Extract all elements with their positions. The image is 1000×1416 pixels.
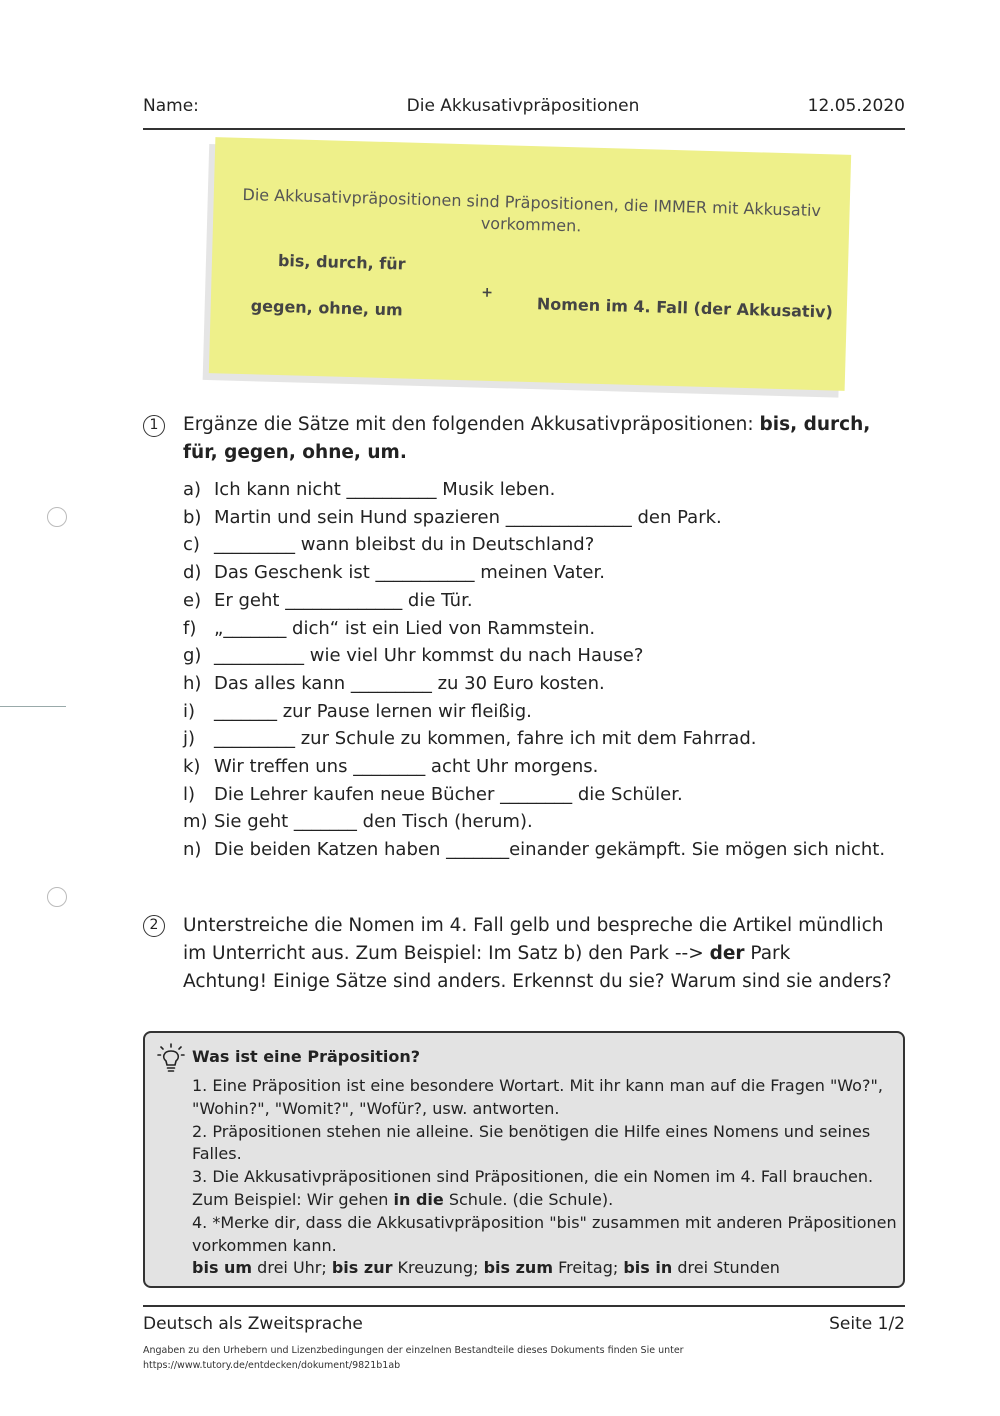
exercise-text-after: den Park. bbox=[631, 506, 722, 528]
exercise-letter: b) bbox=[183, 506, 202, 528]
page-title: Die Akkusativpräpositionen bbox=[406, 96, 640, 116]
exercise-text-before: Sie geht bbox=[214, 811, 294, 833]
date: 12.05.2020 bbox=[807, 96, 905, 116]
exercise-text-after: den Tisch (herum). bbox=[356, 811, 533, 833]
hint-example-text: Zum Beispiel: Wir gehen bbox=[192, 1189, 394, 1209]
exercise-letter: e) bbox=[183, 589, 202, 611]
hint-point-3-example bbox=[192, 1189, 898, 1212]
answer-blank[interactable]: ___________ bbox=[375, 562, 475, 584]
answer-blank[interactable]: _________ bbox=[214, 534, 295, 556]
exercise-letter: g) bbox=[183, 645, 202, 667]
bis-example-text: drei Uhr; bbox=[252, 1258, 332, 1278]
exercise-item bbox=[183, 590, 473, 611]
exercise-text-after: acht Uhr morgens. bbox=[425, 756, 599, 777]
footer-subject: Deutsch als Zweitsprache bbox=[143, 1314, 363, 1334]
exercise-text-before: Die Lehrer kaufen neue Bücher bbox=[214, 783, 501, 805]
task-2-line-1: Unterstreiche die Nomen im 4. Fall gelb und bespreche die Artikel mündlich bbox=[183, 915, 884, 936]
exercise-text-after: wann bleibst du in Deutschland? bbox=[295, 534, 595, 556]
hint-example-end: Schule. (die Schule). bbox=[443, 1189, 614, 1209]
exercise-letter: a) bbox=[183, 479, 202, 500]
exercise-item bbox=[183, 756, 598, 777]
hint-point-3: 3. Die Akkusativpräpositionen sind Präpositionen, die ein Nomen im 4. Fall brauchen. bbox=[192, 1167, 874, 1187]
exercise-text-before: Wir treffen uns bbox=[214, 756, 354, 777]
exercise-text-after: zu 30 Euro kosten. bbox=[431, 672, 605, 694]
task-2-instruction bbox=[183, 912, 923, 996]
exercise-text-before: Die beiden Katzen haben bbox=[214, 839, 447, 861]
exercise-text-after: meinen Vater. bbox=[474, 562, 605, 584]
answer-blank[interactable]: _______ bbox=[293, 811, 357, 833]
punch-hole bbox=[47, 507, 67, 527]
exercise-letter: j) bbox=[183, 728, 196, 750]
exercise-text-after: wie viel Uhr kommst du nach Hause? bbox=[304, 645, 644, 667]
hint-box bbox=[143, 1031, 905, 1288]
bis-example-text: Kreuzung; bbox=[392, 1258, 484, 1278]
license-url[interactable]: https://www.tutory.de/entdecken/dokument/9821b1ab bbox=[143, 1360, 401, 1371]
fold-mark bbox=[0, 706, 66, 707]
answer-blank[interactable]: _________ bbox=[214, 728, 295, 750]
exercise-item bbox=[183, 811, 533, 832]
exercise-text-before: Martin und sein Hund spazieren bbox=[214, 506, 506, 528]
task-number-2: 2 bbox=[143, 915, 165, 937]
lightbulb-icon bbox=[157, 1043, 185, 1077]
exercise-text-before: „ bbox=[214, 617, 224, 639]
exercise-item bbox=[183, 534, 594, 555]
bis-example-bold: bis zum bbox=[483, 1258, 553, 1278]
exercise-letter: m) bbox=[183, 811, 208, 833]
exercise-letter: c) bbox=[183, 534, 200, 556]
answer-blank[interactable]: ______________ bbox=[505, 506, 632, 528]
task-1-instruction bbox=[183, 411, 903, 467]
exercise-text-before: Er geht bbox=[214, 589, 286, 611]
hint-title: Was ist eine Präposition? bbox=[192, 1047, 421, 1066]
exercise-item bbox=[183, 562, 605, 583]
exercise-letter: h) bbox=[183, 672, 202, 694]
exercise-item bbox=[183, 701, 532, 722]
answer-blank[interactable]: __________ bbox=[214, 645, 304, 667]
hint-bis-examples bbox=[192, 1257, 898, 1280]
task-2-line-3: Achtung! Einige Sätze sind anders. Erkennst du sie? Warum sind sie anders? bbox=[183, 971, 892, 992]
exercise-letter: f) bbox=[183, 617, 197, 639]
note-result: Nomen im 4. Fall (der Akkusativ) bbox=[536, 294, 834, 322]
license-note: Angaben zu den Urhebern und Lizenzbedingungen der einzelnen Bestandteile dieses Dokuments finden Sie unter bbox=[143, 1345, 684, 1356]
exercise-letter: l) bbox=[183, 783, 196, 805]
hint-point-2: 2. Präpositionen stehen nie alleine. Sie benötigen die Hilfe eines Nomens und seines Falles. bbox=[192, 1121, 871, 1164]
exercise-item bbox=[183, 728, 756, 749]
bis-example-text: drei Stunden bbox=[672, 1258, 780, 1278]
answer-blank[interactable]: ________ bbox=[353, 756, 426, 777]
exercise-text-after: Musik leben. bbox=[436, 479, 556, 500]
exercise-text-after: zur Pause lernen wir fleißig. bbox=[277, 700, 532, 722]
exercise-item bbox=[183, 479, 555, 500]
exercise-letter: n) bbox=[183, 839, 202, 861]
bis-example-bold: bis in bbox=[623, 1258, 673, 1278]
task-1-bold: bis, durch, für, gegen, ohne, um. bbox=[183, 414, 871, 463]
answer-blank[interactable]: _________ bbox=[350, 672, 432, 694]
task-1-text: Ergänze die Sätze mit den folgenden Akkusativpräpositionen: bbox=[183, 414, 760, 435]
exercise-item bbox=[183, 839, 885, 860]
hint-point-4: 4. *Merke dir, dass die Akkusativpräposition "bis" zusammen mit anderen Präpositionen vorkommen kann. bbox=[192, 1212, 897, 1255]
exercise-letter: d) bbox=[183, 562, 202, 584]
note-prepositions-2: gegen, ohne, um bbox=[250, 296, 403, 320]
task-2-line-2-text: im Unterricht aus. Zum Beispiel: Im Satz b) den Park --> bbox=[183, 943, 710, 964]
note-intro: Die Akkusativpräpositionen sind Präpositionen, die IMMER mit Akkusativ vorkommen. bbox=[242, 184, 822, 236]
answer-blank[interactable]: ________ bbox=[500, 783, 573, 805]
exercise-letter: i) bbox=[183, 700, 196, 722]
bis-example-text: Freitag; bbox=[552, 1258, 624, 1278]
hint-example-bold: in die bbox=[393, 1189, 444, 1209]
footer-page-number: Seite 1/2 bbox=[829, 1314, 905, 1334]
exercise-text-before: Das Geschenk ist bbox=[214, 562, 376, 584]
bis-example-bold: bis um bbox=[192, 1258, 253, 1278]
answer-blank[interactable]: _______ bbox=[446, 839, 510, 861]
exercise-letter: k) bbox=[183, 756, 201, 777]
exercise-text-after: die Tür. bbox=[402, 589, 473, 611]
bis-example-bold: bis zur bbox=[331, 1258, 393, 1278]
note-plus: + bbox=[480, 284, 494, 301]
task-2-line-2-bold: der bbox=[709, 943, 745, 964]
hint-body bbox=[192, 1075, 898, 1280]
answer-blank[interactable]: _______ bbox=[214, 700, 277, 722]
exercise-text-after: zur Schule zu kommen, fahre ich mit dem Fahrrad. bbox=[295, 728, 757, 750]
note-prepositions-1: bis, durch, für bbox=[277, 250, 406, 274]
exercise-item bbox=[183, 618, 595, 639]
task-2-line-2 bbox=[183, 940, 923, 968]
exercise-item bbox=[183, 645, 643, 666]
exercise-text-before: Das alles kann bbox=[214, 672, 351, 694]
hint-point-1: 1. Eine Präposition ist eine besondere Wortart. Mit ihr kann man auf die Fragen "Wo?", "Wohin?", "Womit?", "Wofür?, usw. antworten. bbox=[192, 1076, 883, 1118]
task-number-1: 1 bbox=[143, 415, 165, 437]
exercise-item bbox=[183, 784, 683, 805]
exercise-text-after: die Schüler. bbox=[572, 783, 683, 805]
punch-hole bbox=[47, 887, 67, 907]
exercise-item bbox=[183, 673, 605, 694]
info-sticky-note bbox=[209, 137, 851, 391]
task-2-line-2-end: Park bbox=[744, 943, 791, 964]
header-rule bbox=[143, 128, 905, 130]
exercise-text-after: dich“ ist ein Lied von Rammstein. bbox=[286, 617, 596, 639]
exercise-text-before: Ich kann nicht bbox=[214, 479, 347, 500]
exercise-text-after: einander gekämpft. Sie mögen sich nicht. bbox=[509, 839, 886, 861]
footer-rule bbox=[143, 1305, 905, 1307]
exercise-item bbox=[183, 507, 722, 528]
answer-blank[interactable]: __________ bbox=[346, 479, 437, 500]
answer-blank[interactable]: _______ bbox=[223, 617, 287, 639]
answer-blank[interactable]: _____________ bbox=[285, 589, 403, 611]
name-label: Name: bbox=[143, 96, 199, 116]
